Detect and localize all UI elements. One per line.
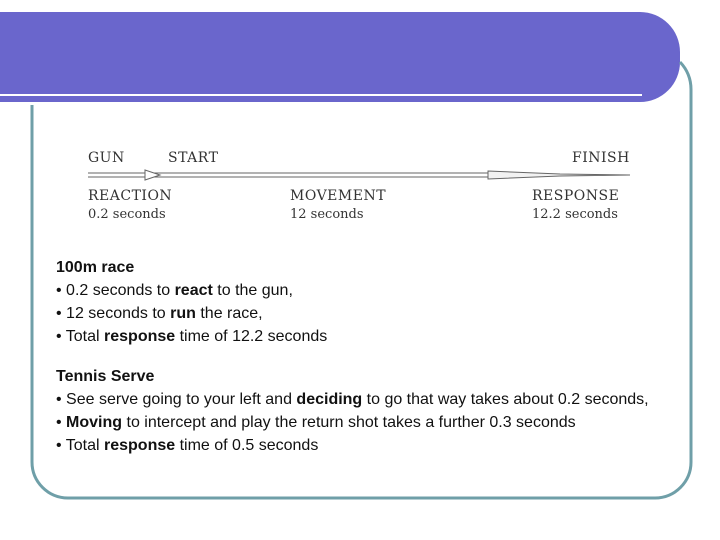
race-item: • 0.2 seconds to react to the gun, [56,282,293,299]
movement-label: MOVEMENT [290,188,387,204]
bullet-icon: • [56,305,62,322]
tennis-heading: Tennis Serve [56,368,155,385]
reaction-time: 0.2 seconds [88,207,166,222]
tennis-item: • See serve going to your left and deciding to go that way takes about 0.2 seconds, [56,391,649,408]
race-section [56,256,327,348]
tennis-section [56,365,656,457]
response-label: RESPONSE [532,188,620,204]
bullet-icon: • [56,328,62,345]
tennis-item: • Total response time of 0.5 seconds [56,437,319,454]
race-heading: 100m race [56,259,135,276]
movement-time: 12 seconds [290,207,364,222]
gun-label: GUN [88,150,125,166]
reaction-label: REACTION [88,188,173,204]
tennis-item: • Moving to intercept and play the return shot takes a further 0.3 seconds [56,414,576,431]
race-item: • Total response time of 12.2 seconds [56,328,328,345]
race-item: • 12 seconds to run the race, [56,305,263,322]
bullet-icon: • [56,282,62,299]
response-time: 12.2 seconds [532,207,618,222]
start-label: START [168,150,219,166]
finish-label: FINISH [572,150,630,166]
